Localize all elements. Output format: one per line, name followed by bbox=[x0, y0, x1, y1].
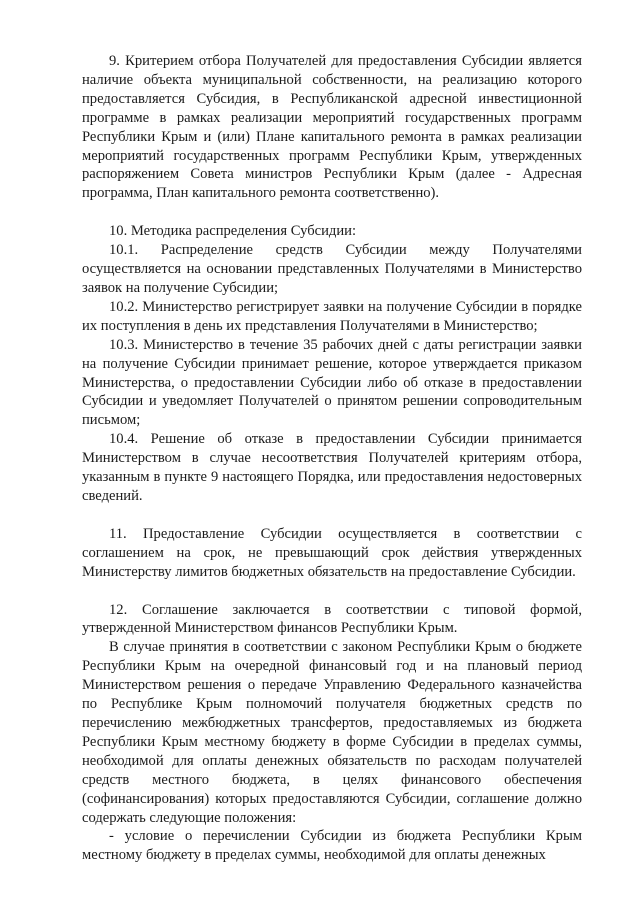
paragraph-10: 10. Методика распределения Субсидии: bbox=[109, 223, 357, 240]
paragraph-gap bbox=[82, 582, 582, 601]
paragraph-12-condition: - условие о перечислении Субсидии из бюджета Республики Крым местному бюджету в пределах суммы, необходимой для оплаты денежных bbox=[82, 828, 582, 864]
paragraph-9: 9. Критерием отбора Получателей для предоставления Субсидии является наличие объекта муниципальной собственности, на реализацию которого предоставляется Субсидия, в Республиканской адресной инвестиционной программе в рамках реализации мероприятий государственных программ Республики Крым и (или) Плане капитального ремонта в рамках реализации мероприятий государственных программ Республики Крым, утвержденных распоряжением Совета министров Республики Крым (далее - Адресная программа, План капитального ремонта соответственно). bbox=[82, 53, 582, 202]
paragraph-11: 11. Предоставление Субсидии осуществляется в соответствии с соглашением на срок, не превышающий срок действия утвержденных Министерству лимитов бюджетных обязательств на предоставление Субсидии. bbox=[82, 525, 582, 580]
paragraph-gap bbox=[82, 506, 582, 525]
paragraph-12-treasury: В случае принятия в соответствии с законом Республики Крым о бюджете Республики Крым на очередной финансовый год и на плановый период Министерством решения о передаче Управлению Федерального казначейства по Республике Крым полномочий получателя бюджетных средств по перечислению межбюджетных трансфертов, предоставляемых из бюджета Республики Крым местному бюджету в форме Субсидии в пределах суммы, необходимой для оплаты денежных обязательств по расходам получателей средств местного бюджета, в целях финансового обеспечения (софинансирования) которых предоставляются Субсидии, соглашение должно содержать следующие положения: bbox=[82, 639, 582, 826]
paragraph-10-3: 10.3. Министерство в течение 35 рабочих дней с даты регистрации заявки на получение Субсидии принимает решение, которое утверждается приказом Министерства, о предоставлении Субсидии либо об отказе в предоставлении Субсидии и уведомляет Получателей о принятом решении сопроводительным письмом; bbox=[82, 336, 582, 429]
paragraph-12: 12. Соглашение заключается в соответствии с типовой формой, утвержденной Министерством финансов Республики Крым. bbox=[82, 601, 582, 637]
paragraph-10-2: 10.2. Министерство регистрирует заявки на получение Субсидии в порядке их поступления в день их представления Получателями в Министерство; bbox=[82, 298, 582, 334]
paragraph-10-4: 10.4. Решение об отказе в предоставлении Субсидии принимается Министерством в случае несоответствия Получателей критериям отбора, указанным в пункте 9 настоящего Порядка, или предоставления недостоверных сведений. bbox=[82, 431, 582, 504]
paragraph-gap bbox=[82, 203, 582, 222]
document-body bbox=[82, 52, 582, 865]
paragraph-10-1: 10.1. Распределение средств Субсидии между Получателями осуществляется на основании представленных Получателями в Министерство заявок на получение Субсидии; bbox=[82, 242, 582, 296]
